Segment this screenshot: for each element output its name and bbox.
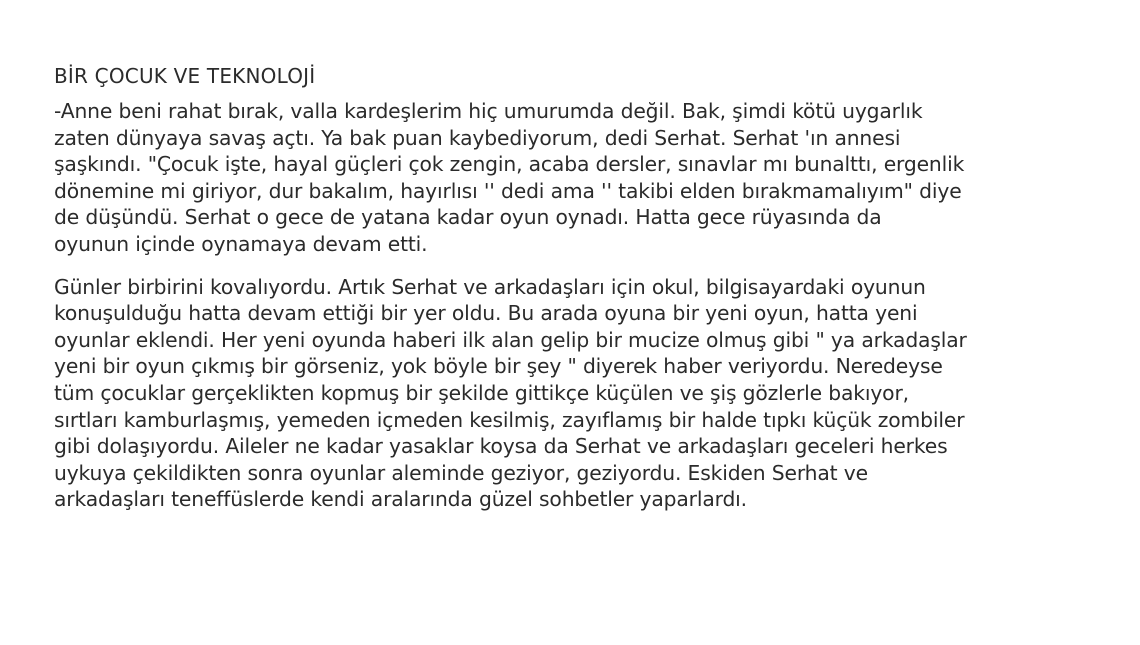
text-line: şaşkındı. "Çocuk işte, hayal güçleri çok zengin, acaba dersler, sınavlar mı bunalttı, ergenlik [54,152,965,177]
text-line: konuşulduğu hatta devam ettiği bir yer oldu. Bu arada oyuna bir yeni oyun, hatta yeni [54,301,918,326]
text-line: Günler birbirini kovalıyordu. Artık Serhat ve arkadaşları için okul, bilgisayardaki oyunun [54,274,926,299]
text-line: oyunlar eklendi. Her yeni oyunda haberi ilk alan gelip bir mucize olmuş gibi " ya arkadaşlar [54,327,967,352]
document-title: BİR ÇOCUK VE TEKNOLOJİ [54,64,316,88]
text-line: zaten dünyaya savaş açtı. Ya bak puan kaybediyorum, dedi Serhat. Serhat 'ın annesi [54,125,901,150]
text-line: sırtları kamburlaşmış, yemeden içmeden kesilmiş, zayıflamış bir halde tıpkı küçük zombiler [54,407,965,432]
text-line: gibi dolaşıyordu. Aileler ne kadar yasaklar koysa da Serhat ve arkadaşları geceleri herkes [54,434,948,459]
text-line: -Anne beni rahat bırak, valla kardeşlerim hiç umurumda değil. Bak, şimdi kötü uygarlık [54,99,923,123]
text-line: tüm çocuklar gerçeklikten kopmuş bir şekilde gittikçe küçülen ve şiş gözlerle bakıyor, [54,380,909,405]
text-line: uykuya çekildikten sonra oyunlar aleminde geziyor, geziyordu. Eskiden Serhat ve [54,460,868,485]
text-line: oyunun içinde oynamaya devam etti. [54,231,428,256]
text-line: arkadaşları teneffüslerde kendi aralarında güzel sohbetler yaparlardı. [54,487,747,512]
paragraph-2 [54,274,1094,513]
document [54,63,1094,529]
text-line: dönemine mi giriyor, dur bakalım, hayırlısı '' dedi ama '' takibi elden bırakmamalıyım" diye [54,178,962,203]
text-line: de düşündü. Serhat o gece de yatana kadar oyun oynadı. Hatta gece rüyasında da [54,205,882,230]
text-line: yeni bir oyun çıkmış bir görseniz, yok böyle bir şey " diyerek haber veriyordu. Neredeyse [54,354,943,379]
paragraph-1 [54,98,1094,258]
